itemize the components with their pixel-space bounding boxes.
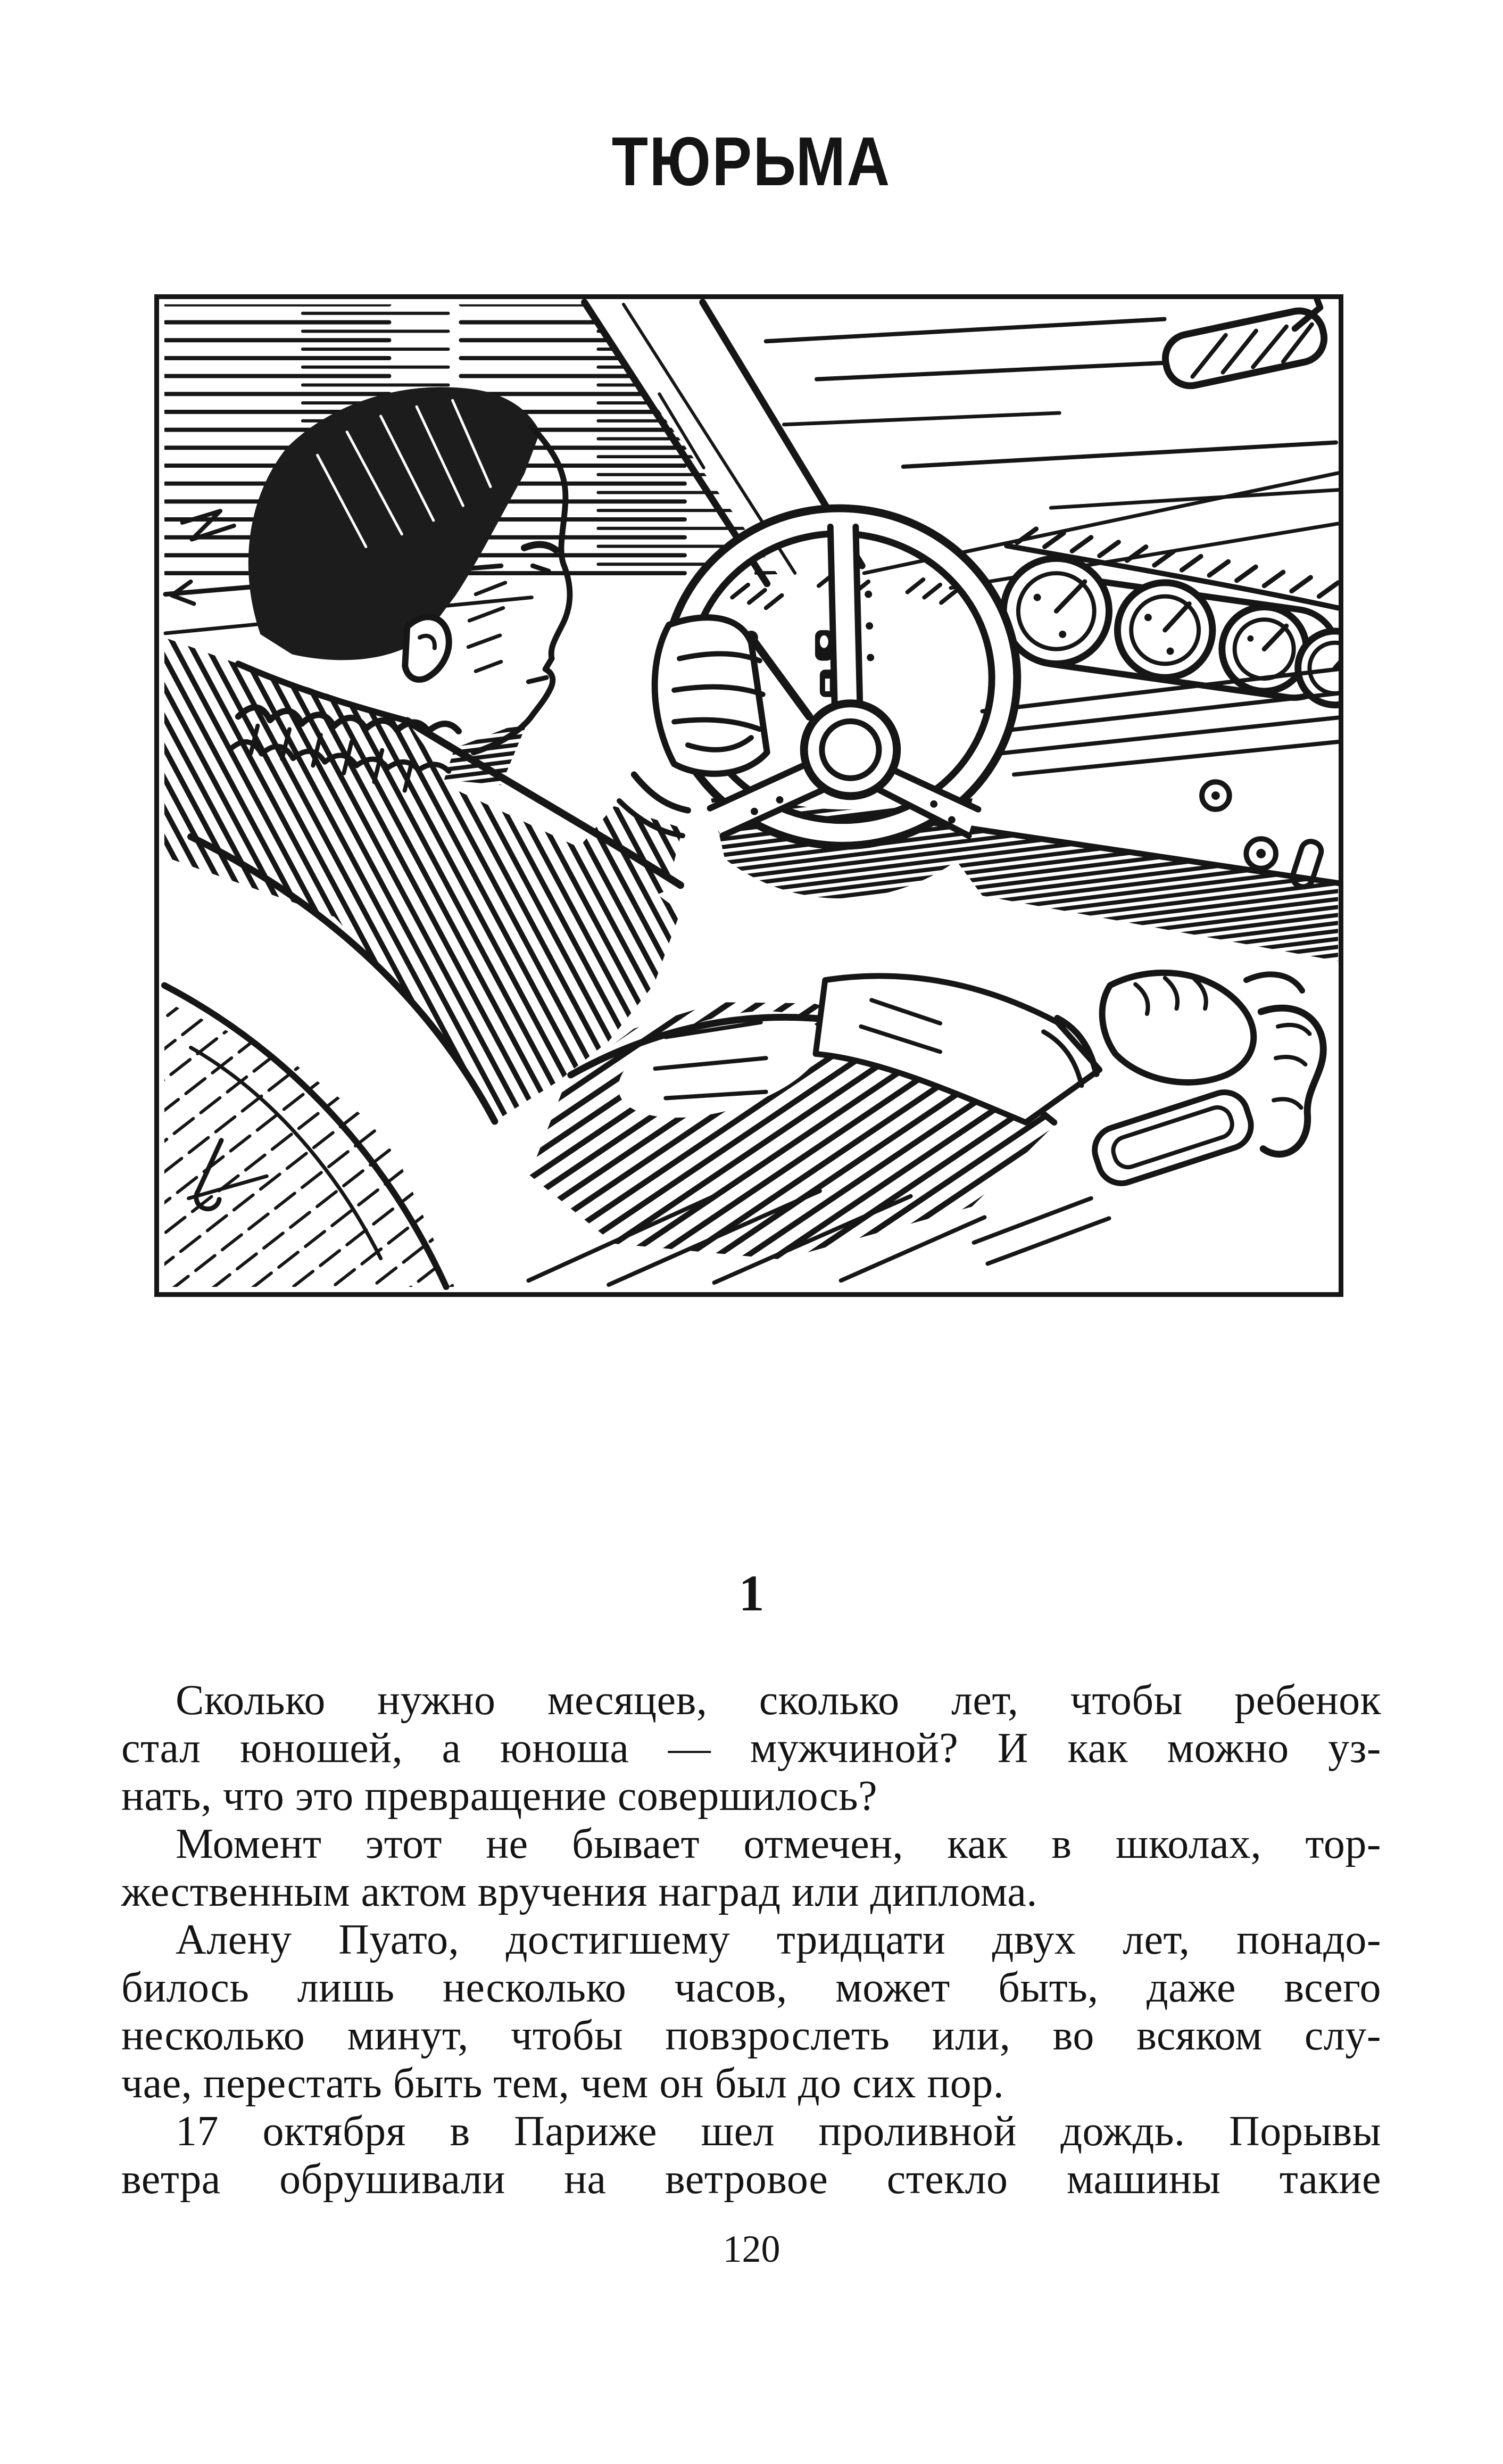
text-line: несколько минут, чтобы повзрослеть или, во всяком слу- [121, 2012, 1381, 2059]
car-interior-illustration [154, 294, 1343, 1297]
text-line: билось лишь несколько часов, может быть, даже всего [121, 1964, 1381, 2011]
text-line: ветра обрушивали на ветровое стекло машины такие [121, 2156, 1381, 2203]
chapter-title-row [0, 122, 1503, 200]
text-line: Сколько нужно месяцев, сколько лет, чтобы ребенок [176, 1677, 1381, 1724]
text-line: стал юношей, а юноша — мужчиной? И как можно уз- [121, 1725, 1381, 1772]
chapter-title: ТЮРЬМА [611, 122, 892, 200]
text-line: Алену Пуато, достигшему тридцати двух лет, понадо- [176, 1916, 1381, 1963]
text-line: нать, что это превращение совершилось? [121, 1773, 878, 1820]
text-line: Момент этот не бывает отмечен, как в школах, тор- [176, 1821, 1381, 1867]
text-line: чае, перестать быть тем, чем он был до сих пор. [121, 2060, 1004, 2107]
section-number: 1 [738, 1565, 765, 1622]
text-line: 17 октября в Париже шел проливной дождь. Порывы [176, 2108, 1381, 2155]
page-number: 120 [723, 2228, 780, 2270]
body-text [121, 1676, 1381, 2203]
text-line: жественным актом вручения наград или диплома. [121, 1868, 1037, 1915]
illustration-drawing [159, 299, 1339, 1292]
